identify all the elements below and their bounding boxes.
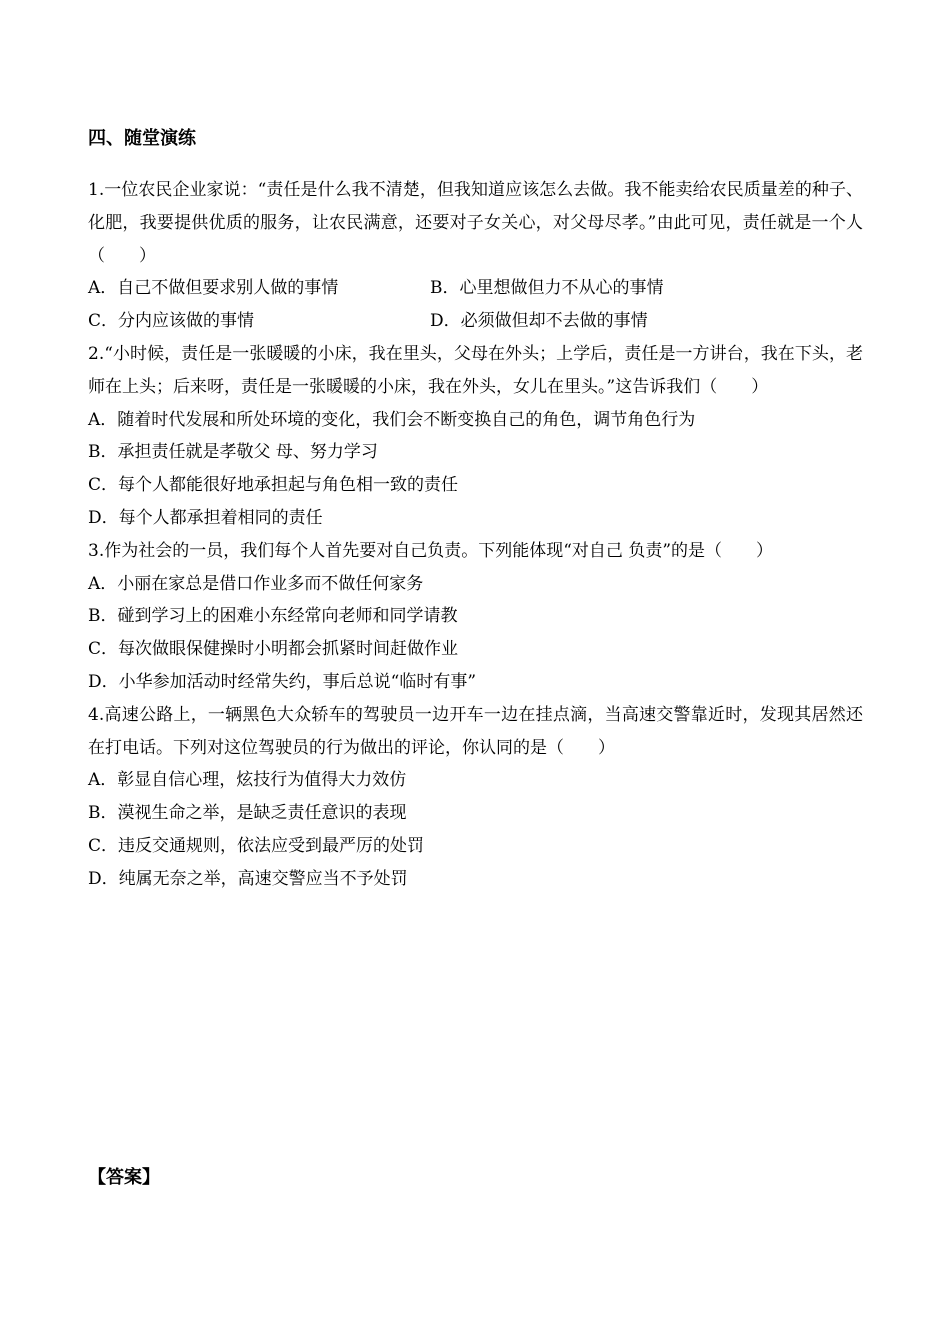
option-a: A．自己不做但要求别人做的事情 [88,278,339,299]
question-3 [88,535,863,699]
option-a: A．彰显自信心理，炫技行为值得大力效仿 [88,770,407,791]
option-a: A．小丽在家总是借口作业多而不做任何家务 [88,573,424,594]
option-d: D．纯属无奈之举，高速交警应当不予处罚 [88,868,408,889]
option-row [88,272,863,305]
option-d: D．小华参加活动时经常失约，事后总说“临时有事” [88,671,477,692]
option-c: C．每个人都能很好地承担起与角色相一致的责任 [88,475,459,496]
answer-heading: 【答案】 [88,1167,160,1188]
question-4 [88,699,863,896]
option-b: B．承担责任就是孝敬父 母、努力学习 [88,442,378,463]
option-c: C．分内应该做的事情 [88,311,255,332]
option-a: A．随着时代发展和所处环境的变化，我们会不断变换自己的角色，调节角色行为 [88,409,696,430]
option-d: D．每个人都承担着相同的责任 [88,507,323,528]
option-b: B．漠视生命之举，是缺乏责任意识的表现 [88,803,407,824]
option-row [88,305,863,338]
question-stem: 2.“小时候，责任是一张暖暖的小床，我在里头，父母在外头；上学后，责任是一方讲台，我在下头，老师在上头；后来呀，责任是一张暖暖的小床，我在外头，女儿在里头。”这告诉我们（ ） [88,343,863,397]
section-title: 四、随堂演练 [88,128,196,149]
question-list [88,174,863,896]
question-stem: 1.一位农民企业家说：“责任是什么我不清楚，但我知道应该怎么去做。我不能卖给农民质量差的种子、化肥，我要提供优质的服务，让农民满意，还要对子女关心，对父母尽孝。”由此可见，责任就是一个人（ ） [88,180,863,266]
option-c: C．违反交通规则，依法应受到最严厉的处罚 [88,835,425,856]
question-stem: 4.高速公路上，一辆黑色大众轿车的驾驶员一边开车一边在挂点滴，当高速交警靠近时，发现其居然还在打电话。下列对这位驾驶员的行为做出的评论，你认同的是（ ） [88,704,863,758]
question-stem: 3.作为社会的一员，我们每个人首先要对自己负责。下列能体现“对自己 负责”的是（ ） [88,540,774,561]
option-b: B．心里想做但力不从心的事情 [430,278,664,299]
option-d: D．必须做但却不去做的事情 [430,311,648,332]
option-b: B．碰到学习上的困难小东经常向老师和同学请教 [88,606,458,627]
question-1 [88,174,863,338]
option-c: C．每次做眼保健操时小明都会抓紧时间赶做作业 [88,639,459,660]
question-2 [88,338,863,535]
